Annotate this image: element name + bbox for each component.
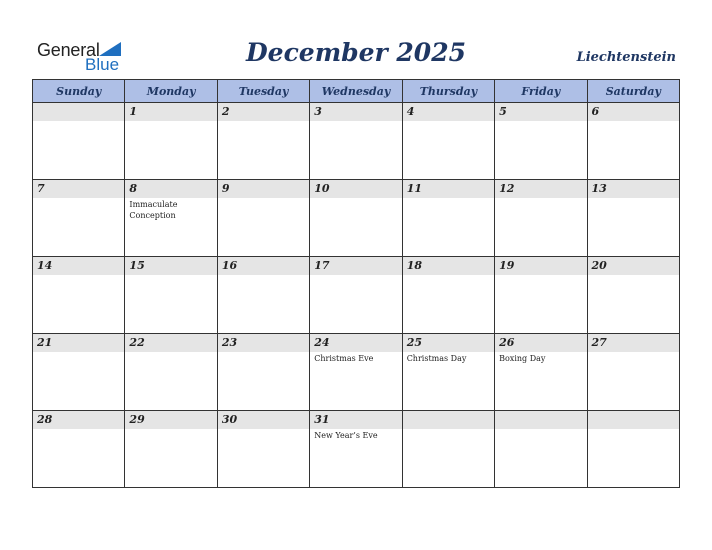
day-cell (587, 334, 679, 411)
day-cell (310, 257, 402, 334)
day-cell (217, 103, 309, 180)
day-cell (310, 180, 402, 257)
day-number: 7 (33, 180, 124, 198)
day-cell (125, 103, 217, 180)
day-cell (495, 103, 587, 180)
day-cell (33, 411, 125, 488)
day-number: 23 (218, 334, 309, 352)
day-number (495, 411, 586, 429)
day-cell (33, 257, 125, 334)
holiday-label: Boxing Day (499, 354, 546, 363)
day-number: 20 (588, 257, 679, 275)
holiday-label: Christmas Eve (314, 354, 374, 363)
day-number: 17 (310, 257, 401, 275)
empty-day-cell (495, 411, 587, 488)
day-number (403, 411, 494, 429)
country-name: Liechtenstein (576, 50, 676, 65)
day-number: 14 (33, 257, 124, 275)
day-cell (125, 411, 217, 488)
day-number: 12 (495, 180, 586, 198)
weekday-tuesday: Tuesday (217, 80, 309, 103)
day-number: 8 (125, 180, 216, 198)
day-number: 6 (588, 103, 679, 121)
day-cell (33, 180, 125, 257)
logo-blue-text: Blue (85, 55, 120, 74)
day-number (588, 411, 679, 429)
day-number: 18 (403, 257, 494, 275)
day-number: 29 (125, 411, 216, 429)
day-number: 31 (310, 411, 401, 429)
day-cell (495, 180, 587, 257)
week-row (33, 411, 680, 488)
empty-day-cell (587, 411, 679, 488)
day-number: 10 (310, 180, 401, 198)
day-cell (587, 103, 679, 180)
day-cell (495, 334, 587, 411)
empty-day-cell (402, 411, 494, 488)
day-cell (125, 334, 217, 411)
weekday-header-row (33, 80, 680, 103)
day-number: 21 (33, 334, 124, 352)
logo-general-text: General (37, 40, 100, 60)
day-number: 30 (218, 411, 309, 429)
day-number: 11 (403, 180, 494, 198)
day-number: 5 (495, 103, 586, 121)
logo-triangle-icon (99, 42, 121, 56)
day-cell (402, 103, 494, 180)
weekday-friday: Friday (495, 80, 587, 103)
day-number: 24 (310, 334, 401, 352)
day-cell (587, 257, 679, 334)
holiday-label: New Year’s Eve (314, 431, 378, 440)
calendar-grid (32, 79, 680, 488)
day-cell (217, 334, 309, 411)
week-row (33, 334, 680, 411)
weekday-wednesday: Wednesday (310, 80, 402, 103)
day-number: 3 (310, 103, 401, 121)
holiday-label: Christmas Day (406, 354, 467, 363)
day-cell (402, 180, 494, 257)
day-number (33, 103, 124, 121)
day-number: 1 (125, 103, 216, 121)
day-number: 9 (218, 180, 309, 198)
weekday-saturday: Saturday (587, 80, 679, 103)
empty-day-cell (33, 103, 125, 180)
day-number: 15 (125, 257, 216, 275)
holiday-label: Immaculate Conception (129, 200, 178, 220)
week-row (33, 103, 680, 180)
day-cell (310, 334, 402, 411)
day-cell (587, 180, 679, 257)
weekday-thursday: Thursday (402, 80, 494, 103)
day-number: 19 (495, 257, 586, 275)
day-cell (125, 257, 217, 334)
day-cell (217, 257, 309, 334)
week-row (33, 257, 680, 334)
day-number: 26 (495, 334, 586, 352)
day-cell (217, 411, 309, 488)
day-cell (402, 334, 494, 411)
day-cell (217, 180, 309, 257)
day-number: 2 (218, 103, 309, 121)
day-number: 16 (218, 257, 309, 275)
week-row (33, 180, 680, 257)
day-cell (310, 411, 402, 488)
day-number: 27 (588, 334, 679, 352)
weekday-sunday: Sunday (33, 80, 125, 103)
day-cell (495, 257, 587, 334)
day-cell (402, 257, 494, 334)
calendar-title: December 2025 (245, 38, 466, 67)
day-number: 28 (33, 411, 124, 429)
day-cell (33, 334, 125, 411)
day-number: 13 (588, 180, 679, 198)
day-cell (125, 180, 217, 257)
weekday-monday: Monday (125, 80, 217, 103)
generalblue-logo (37, 40, 147, 76)
day-number: 25 (403, 334, 494, 352)
day-number: 4 (403, 103, 494, 121)
day-number: 22 (125, 334, 216, 352)
day-cell (310, 103, 402, 180)
